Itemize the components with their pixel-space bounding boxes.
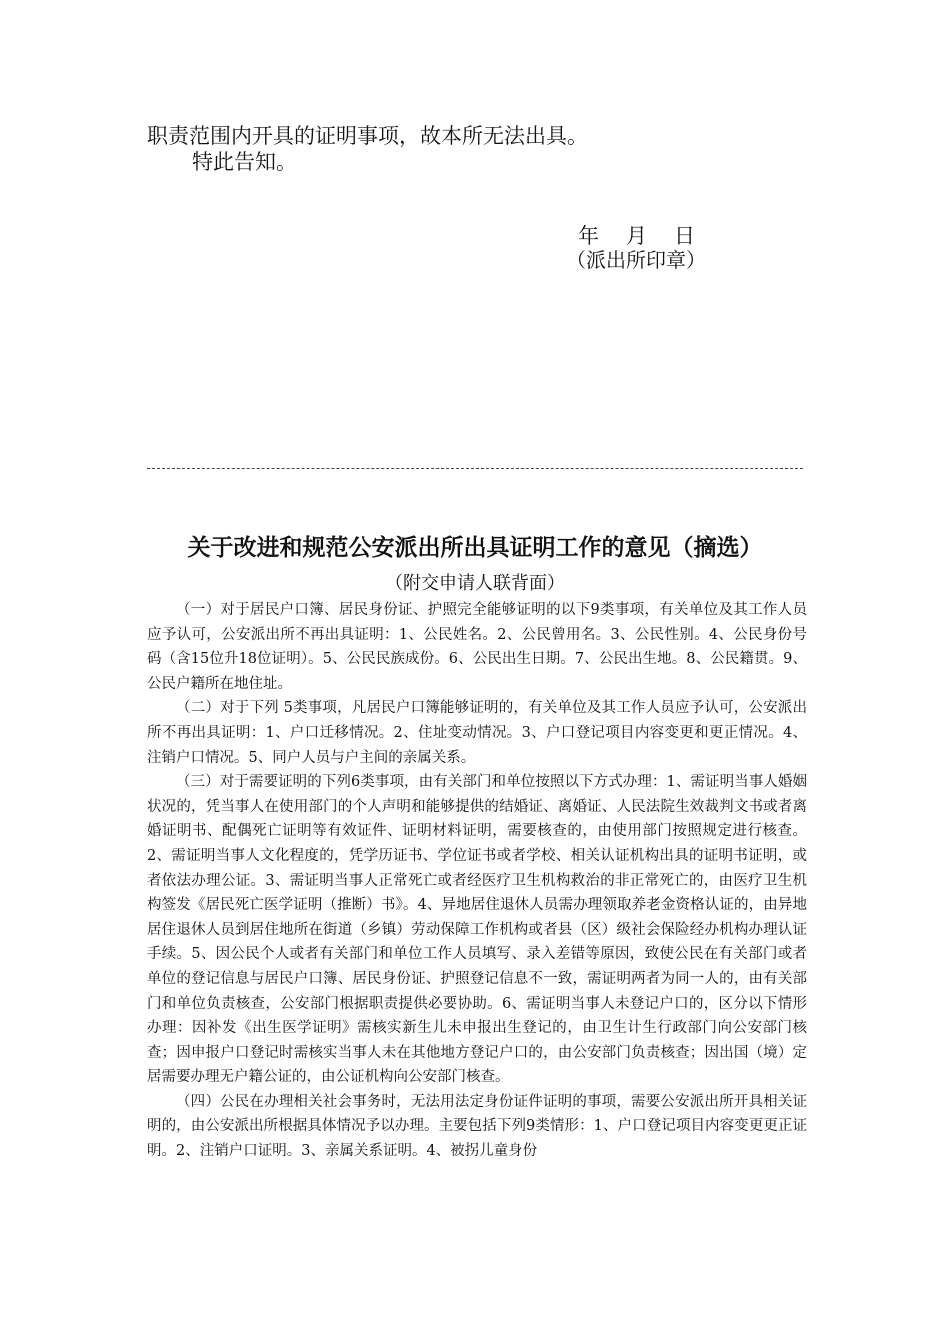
paragraph-2: （二）对于下列 5类事项，凡居民户口簿能够证明的，有关单位及其工作人员应予认可，公安派出所不再出具证明：1、户口迁移情况。2、住址变动情况。3、户口登记项目内容变更和更正情况。4、注销户口情况。5、同户人员与户主间的亲属关系。 (147, 700, 807, 766)
excerpt-title: 关于改进和规范公安派出所出具证明工作的意见（摘选） (187, 534, 763, 561)
paragraph-3: （三）对于需要证明的下列6类事项，由有关部门和单位按照以下方式办理：1、需证明当事人婚姻状况的，凭当事人在使用部门的个人声明和能够提供的结婚证、离婚证、人民法院生效裁判文书或者离婚证明书、配偶死亡证明等有效证件、证明材料证明，需要核查的，由使用部门按照规定进行核查。2、需证明当事人文化程度的，凭学历证书、学位证书或者学校、相关认证机构出具的证明书证明，或者依法办理公证。3、需证明当事人正常死亡或者经医疗卫生机构救治的非正常死亡的，由医疗卫生机构签发《居民死亡医学证明（推断）书》。4、异地居住退休人员需办理领取养老金资格认证的，由异地居住退休人员到居住地所在街道（乡镇）劳动保障工作机构或者县（区）级社会保险经办机构办理认证手续。5、因公民个人或者有关部门和单位工作人员填写、录入差错等原因，致使公民在有关部门或者单位的登记信息与居民户口簿、居民身份证、护照登记信息不一致，需证明两者为同一人的，由有关部门和单位负责核查，公安部门根据职责提供必要协助。6、需证明当事人未登记户口的，区分以下情形办理：因补发《出生医学证明》需核实新生儿未申报出生登记的，由卫生计生行政部门向公安部门核查；因申报户口登记时需核实当事人未在其他地方登记户口的，由公安部门负责核查；因出国（境）定居需要办理无户籍公证的，由公证机构向公安部门核查。 (147, 774, 807, 1086)
paragraph-4: （四）公民在办理相关社会事务时，无法用法定身份证件证明的事项，需要公安派出所开具相关证明的，由公安派出所根据具体情况予以办理。主要包括下列9类情形：1、户口登记项目内容变更更正证明。2、注销户口证明。3、亲属关系证明。4、被拐儿童身份 (147, 1093, 807, 1160)
seal-note: （派出所印章） (566, 248, 706, 272)
date-day: 日 (674, 224, 695, 248)
paragraph-1: （一）对于居民户口簿、居民身份证、护照完全能够证明的以下9类事项，有关单位及其工作人员应予认可，公安派出所不再出具证明：1、公民姓名。2、公民曾用名。3、公民性别。4、公民身份号码（含15位升18位证明）。5、公民民族成份。6、公民出生日期。7、公民出生地。8、公民籍贯。9、公民户籍所在地住址。 (147, 602, 807, 692)
excerpt-body (147, 598, 807, 1164)
date-year: 年 (578, 224, 599, 248)
cut-line-divider (147, 468, 803, 469)
date-month: 月 (626, 224, 647, 248)
notice-line-1: 职责范围内开具的证明事项，故本所无法出具。 (147, 124, 588, 148)
excerpt-subtitle: （附交申请人联背面） (385, 573, 565, 594)
notice-closing: 特此告知。 (192, 150, 297, 174)
